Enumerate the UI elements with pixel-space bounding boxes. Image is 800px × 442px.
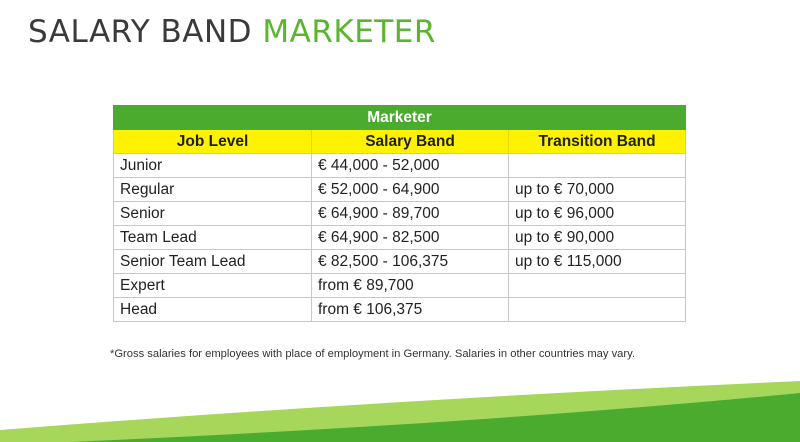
transition-band-cell: up to € 115,000 — [509, 250, 686, 274]
job-level-cell: Senior — [114, 202, 312, 226]
salary-band-cell: from € 106,375 — [312, 298, 509, 322]
salary-band-cell: from € 89,700 — [312, 274, 509, 298]
salary-band-cell: € 52,000 - 64,900 — [312, 178, 509, 202]
job-level-cell: Junior — [114, 154, 312, 178]
salary-band-cell: € 82,500 - 106,375 — [312, 250, 509, 274]
job-level-cell: Head — [114, 298, 312, 322]
job-level-cell: Regular — [114, 178, 312, 202]
job-level-cell: Team Lead — [114, 226, 312, 250]
salary-band-cell: € 44,000 - 52,000 — [312, 154, 509, 178]
transition-band-cell: up to € 96,000 — [509, 202, 686, 226]
header-transition-band: Transition Band — [509, 130, 686, 154]
transition-band-cell: up to € 90,000 — [509, 226, 686, 250]
title-prefix: SALARY BAND — [28, 14, 253, 50]
transition-band-cell: up to € 70,000 — [509, 178, 686, 202]
title-accent: MARKETER — [262, 14, 436, 50]
header-job-level: Job Level — [114, 130, 312, 154]
salary-band-cell: € 64,900 - 89,700 — [312, 202, 509, 226]
salary-band-cell: € 64,900 - 82,500 — [312, 226, 509, 250]
header-salary-band: Salary Band — [312, 130, 509, 154]
table-title: Marketer — [114, 106, 686, 130]
job-level-cell: Expert — [114, 274, 312, 298]
footnote: *Gross salaries for employees with place of employment in Germany. Salaries in other countries may vary. — [110, 348, 635, 360]
job-level-cell: Senior Team Lead — [114, 250, 312, 274]
